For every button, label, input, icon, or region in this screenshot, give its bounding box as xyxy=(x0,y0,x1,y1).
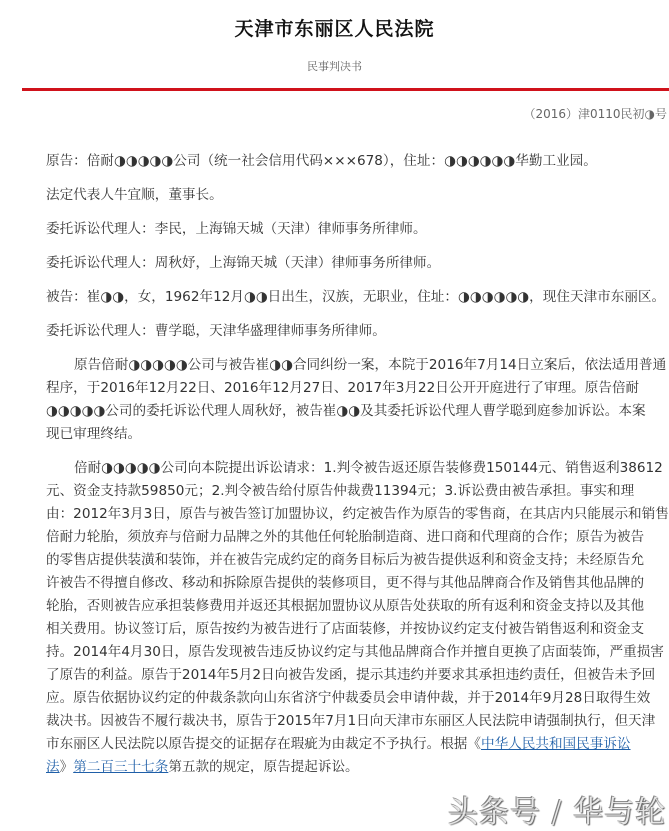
paragraph-line: 倍耐◑◑◑◑◑公司向本院提出诉讼请求：1.判令被告返还原告装修费150144元、销售返利38612 xyxy=(74,460,663,476)
case-number: （2016）津0110民初◑号 xyxy=(523,107,667,121)
paragraph-line: 原告倍耐◑◑◑◑◑公司与被告崔◑◑合同纠纷一案，本院于2016年7月14日立案后，依法适用普通 xyxy=(74,357,667,373)
paragraph-line: 应。原告依据协议约定的仲裁条款向山东省济宁仲裁委员会申请仲裁，并于2014年9月28日取得生效 xyxy=(46,690,651,706)
paragraph-line xyxy=(46,756,669,779)
paragraph-line: 倍耐力轮胎，须放弃与倍耐力品牌之外的其他任何轮胎制造商、进口商和代理商的合作；原告为被告 xyxy=(46,529,645,545)
paragraph-line-tail: 第五款的规定，原告提起诉讼。 xyxy=(168,759,359,775)
paragraph-line: 现已审理终结。 xyxy=(46,426,142,442)
civil-procedure-law-link[interactable]: 中华人民共和国民事诉讼 xyxy=(481,736,631,752)
document-type-subtitle: 民事判决书 xyxy=(307,60,362,73)
claims-paragraph xyxy=(46,457,669,779)
article-237-link[interactable]: 第二百三十七条 xyxy=(73,759,169,775)
paragraph-line: 元、资金支持款59850元；2.判令被告给付原告仲裁费11394元；3.诉讼费由被告承担。事实和理 xyxy=(46,483,635,499)
paragraph-line: 的零售店提供装潢和装饰，并在被告完成约定的商务目标后为被告提供返利和资金支持；未经原告允 xyxy=(46,552,645,568)
paragraph-line: 了原告的利益。原告于2014年5月2日向被告发函，提示其违约并要求其承担违约责任，但被告未予回 xyxy=(46,667,656,683)
paragraph-line: 裁决书。因被告不履行裁决书，原告于2015年7月1日向天津市东丽区人民法院申请强制执行，但天津 xyxy=(46,713,656,729)
paragraph-line xyxy=(46,733,669,756)
paragraph-line: ◑◑◑◑◑公司的委托诉讼代理人周秋妤，被告崔◑◑及其委托诉讼代理人曹学聪到庭参加诉讼。本案 xyxy=(46,403,646,419)
red-divider xyxy=(22,88,669,91)
plaintiff-line: 原告：倍耐◑◑◑◑◑公司（统一社会信用代码×××678），住址：◑◑◑◑◑◑华勤工业园。 xyxy=(46,153,597,169)
paragraph-line: 轮胎，否则被告应承担装修费用并返还其根据加盟协议从原告处获取的所有返利和资金支持以及其他 xyxy=(46,598,645,614)
paragraph-line: 许被告不得擅自修改、移动和拆除原告提供的装修项目，更不得与其他品牌商合作及销售其他品牌的 xyxy=(46,575,645,591)
defendant-line: 被告：崔◑◑，女，1962年12月◑◑日出生，汉族，无职业，住址：◑◑◑◑◑◑，现住天津市东丽区。 xyxy=(46,289,666,305)
judgment-body xyxy=(46,150,669,790)
plaintiff-agent-line-1: 委托诉讼代理人：李民，上海锦天城（天津）律师事务所律师。 xyxy=(46,221,427,237)
paragraph-line: 由：2012年3月3日，原告与被告签订加盟协议，约定被告作为原告的零售商，在其店内只能展示和销售 xyxy=(46,506,669,522)
court-name-title: 天津市东丽区人民法院 xyxy=(234,18,435,40)
plaintiff-agent-line-2: 委托诉讼代理人：周秋妤，上海锦天城（天津）律师事务所律师。 xyxy=(46,255,441,271)
paragraph-line: 相关费用。协议签订后，原告按约为被告进行了店面装修，并按协议约定支付被告销售返利和资金支 xyxy=(46,621,645,637)
legal-representative-line: 法定代表人牛宜顺，董事长。 xyxy=(46,187,223,203)
civil-procedure-law-link-end[interactable]: 法 xyxy=(46,759,60,775)
paragraph-line-text: 市东丽区人民法院以原告提交的证据存在瑕疵为由裁定不予执行。根据《 xyxy=(46,736,481,752)
paragraph-line: 程序，于2016年12月22日、2016年12月27日、2017年3月22日公开开庭进行了审理。原告倍耐 xyxy=(46,380,640,396)
paragraph-line: 持。2014年4月30日，原告发现被告违反协议约定与其他品牌商合作并擅自更换了店面装饰，严重损害 xyxy=(46,644,664,660)
watermark: 头条号 / 华与轮 xyxy=(448,795,667,830)
defendant-agent-line: 委托诉讼代理人：曹学聪，天津华盛理律师事务所律师。 xyxy=(46,323,386,339)
closing-bracket: 》 xyxy=(59,759,74,775)
case-overview-paragraph xyxy=(46,354,669,446)
